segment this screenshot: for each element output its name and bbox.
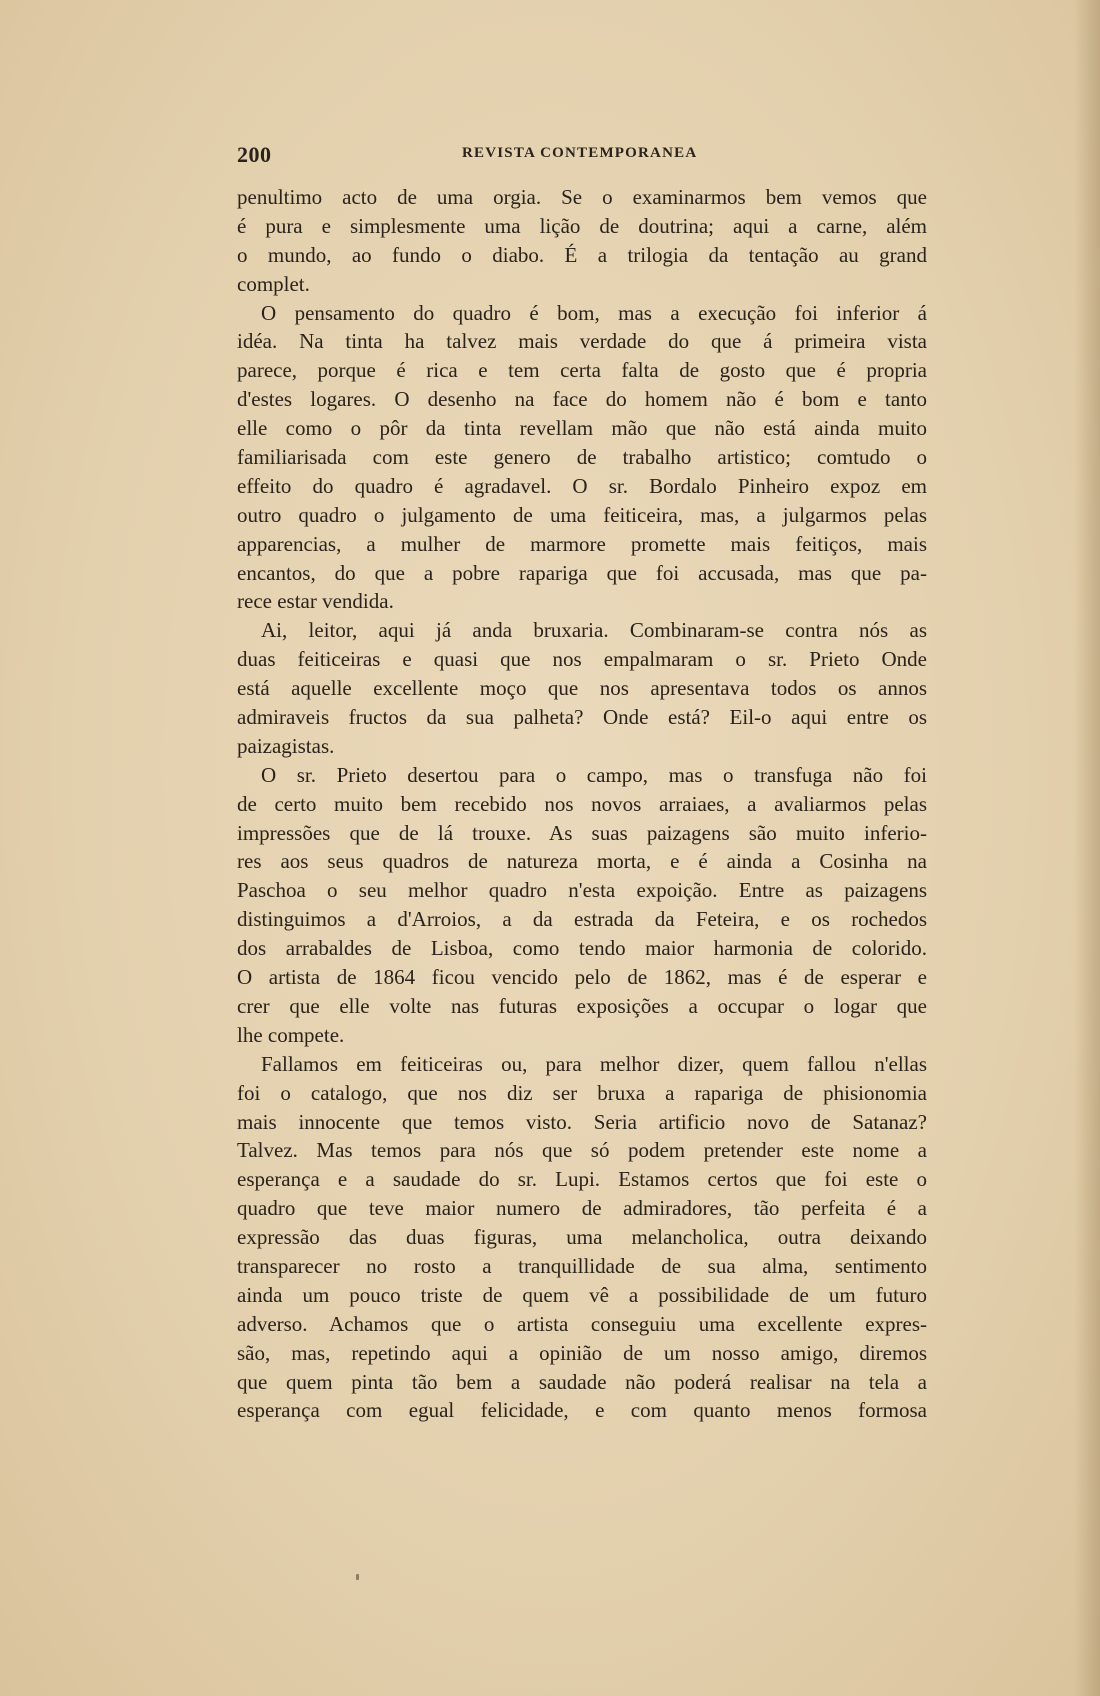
text-line: d'estes logares. O desenho na face do homem não é bom e tanto bbox=[237, 387, 927, 412]
text-line: ainda um pouco triste de quem vê a possibilidade de um futuro bbox=[237, 1282, 927, 1307]
text-line: familiarisada com este genero de trabalho artistico; comtudo o bbox=[237, 445, 927, 470]
text-line: distinguimos a d'Arroios, a da estrada da Feteira, e os rochedos bbox=[237, 907, 927, 932]
text-line: crer que elle volte nas futuras exposições a occupar o logar que bbox=[237, 993, 927, 1018]
page-header bbox=[237, 142, 927, 170]
text-line: esperança com egual felicidade, e com quanto menos formosa bbox=[237, 1398, 927, 1423]
text-line: transparecer no rosto a tranquillidade de sua alma, sentimento bbox=[237, 1253, 927, 1278]
text-line: admiraveis fructos da sua palheta? Onde está? Eil-o aqui entre os bbox=[237, 705, 927, 730]
text-line: elle como o pôr da tinta revellam mão que não está ainda muito bbox=[237, 416, 927, 441]
text-line: Fallamos em feiticeiras ou, para melhor dizer, quem fallou n'ellas bbox=[261, 1051, 927, 1076]
text-line: rece estar vendida. bbox=[237, 589, 394, 614]
text-line: mais innocente que temos visto. Seria artificio novo de Satanaz? bbox=[237, 1109, 927, 1134]
text-line: adverso. Achamos que o artista conseguiu uma excellente expres- bbox=[237, 1311, 927, 1336]
page-number: 200 bbox=[237, 142, 272, 167]
running-title: REVISTA CONTEMPORANEA bbox=[462, 145, 698, 161]
text-line: foi o catalogo, que nos diz ser bruxa a rapariga de phisionomia bbox=[237, 1080, 927, 1105]
text-line: Talvez. Mas temos para nós que só podem pretender este nome a bbox=[237, 1138, 927, 1163]
text-line: o mundo, ao fundo o diabo. É a trilogia da tentação au grand bbox=[237, 242, 927, 267]
text-line: res aos seus quadros de natureza morta, e é ainda a Cosinha na bbox=[237, 849, 927, 874]
text-line: O artista de 1864 ficou vencido pelo de 1862, mas é de esperar e bbox=[237, 965, 927, 990]
text-line: expressão das duas figuras, uma melancholica, outra deixando bbox=[237, 1225, 927, 1250]
text-line: esperança e a saudade do sr. Lupi. Estamos certos que foi este o bbox=[237, 1167, 927, 1192]
body-text bbox=[237, 183, 927, 1425]
text-line: Paschoa o seu melhor quadro n'esta expoição. Entre as paizagens bbox=[237, 878, 927, 903]
text-line: parece, porque é rica e tem certa falta de gosto que é propria bbox=[237, 358, 927, 383]
text-line: outro quadro o julgamento de uma feiticeira, mas, a julgarmos pelas bbox=[237, 502, 927, 527]
text-line: encantos, do que a pobre rapariga que foi accusada, mas que pa- bbox=[237, 560, 927, 585]
text-line: penultimo acto de uma orgia. Se o examinarmos bem vemos que bbox=[237, 185, 927, 209]
text-line: duas feiticeiras e quasi que nos empalmaram o sr. Prieto Onde bbox=[237, 647, 927, 672]
text-line: é pura e simplesmente uma lição de doutrina; aqui a carne, além bbox=[237, 213, 927, 238]
text-line: são, mas, repetindo aqui a opinião de um nosso amigo, diremos bbox=[237, 1340, 927, 1365]
text-line: que quem pinta tão bem a saudade não poderá realisar na tela a bbox=[237, 1369, 927, 1394]
text-line: effeito do quadro é agradavel. O sr. Bordalo Pinheiro expoz em bbox=[237, 473, 927, 498]
text-line: paizagistas. bbox=[237, 733, 335, 758]
ink-speck bbox=[356, 1574, 359, 1580]
text-line: apparencias, a mulher de marmore promette mais feitiços, mais bbox=[237, 531, 927, 556]
text-line: quadro que teve maior numero de admiradores, tão perfeita é a bbox=[237, 1196, 927, 1221]
text-line: O sr. Prieto desertou para o campo, mas o transfuga não foi bbox=[261, 762, 927, 787]
text-line: dos arrabaldes de Lisboa, como tendo maior harmonia de colorido. bbox=[237, 936, 927, 961]
text-line: idéa. Na tinta ha talvez mais verdade do que á primeira vista bbox=[237, 329, 927, 354]
text-line: lhe compete. bbox=[237, 1022, 345, 1047]
text-line: Ai, leitor, aqui já anda bruxaria. Combinaram-se contra nós as bbox=[261, 618, 927, 643]
text-line: impressões que de lá trouxe. As suas paizagens são muito inferio- bbox=[237, 820, 927, 845]
text-line: O pensamento do quadro é bom, mas a execução foi inferior á bbox=[261, 300, 927, 325]
page-edge-shadow bbox=[1074, 0, 1100, 1696]
text-line: está aquelle excellente moço que nos apresentava todos os annos bbox=[237, 676, 927, 701]
text-line: complet. bbox=[237, 271, 310, 296]
text-line: de certo muito bem recebido nos novos arraiaes, a avaliarmos pelas bbox=[237, 791, 927, 816]
